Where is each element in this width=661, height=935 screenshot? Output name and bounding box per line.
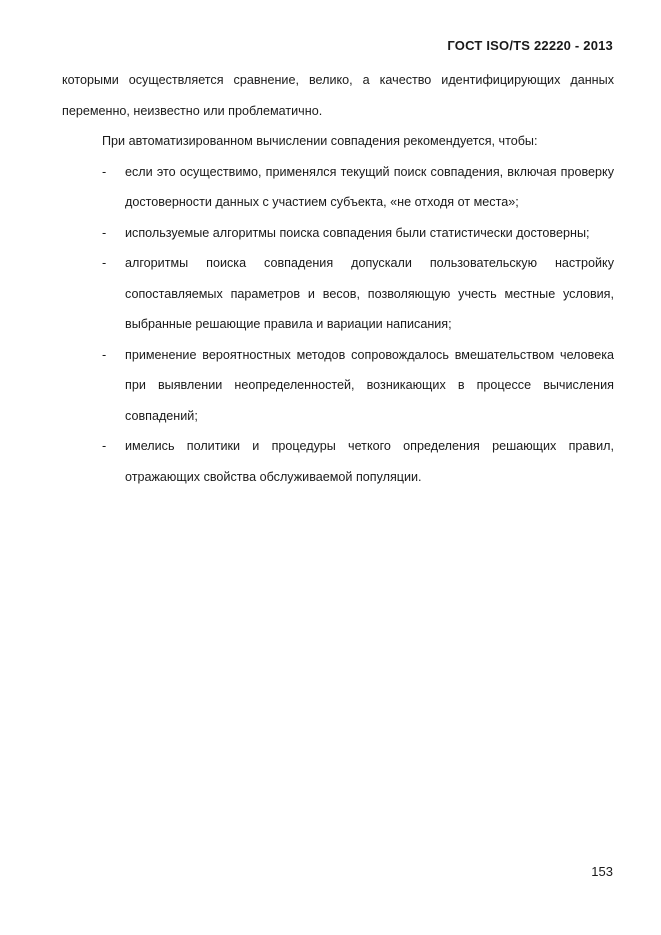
bullet-dash: -: [102, 439, 107, 453]
bullet-dash: -: [102, 256, 107, 270]
recommendation-list: [62, 157, 614, 493]
paragraph-intro: При автоматизированном вычислении совпадения рекомендуется, чтобы:: [102, 134, 538, 148]
list-item-text: имелись политики и процедуры четкого определения решающих правил, отражающих свойства обслуживаемой популяции.: [125, 439, 614, 484]
list-item-text: применение вероятностных методов сопровождалось вмешательством человека при выявлении неопределенностей, возникающих в процессе вычисления совпадений;: [125, 347, 614, 423]
list-item-text: используемые алгоритмы поиска совпадения были статистически достоверны;: [125, 225, 590, 240]
list-item: [62, 431, 614, 492]
list-item: [62, 340, 614, 432]
page-number: 153: [591, 864, 613, 879]
bullet-dash: -: [102, 225, 107, 240]
bullet-dash: -: [102, 347, 107, 362]
list-item: [62, 218, 614, 249]
list-item-text: алгоритмы поиска совпадения допускали пользовательскую настройку сопоставляемых параметров и весов, позволяющую учесть местные условия, выбранные решающие правила и вариации написания;: [125, 256, 614, 331]
bullet-dash: -: [102, 164, 107, 179]
list-item: [62, 248, 614, 340]
paragraph-continuation: которыми осуществляется сравнение, велико, а качество идентифицирующих данных переменно, неизвестно или проблематично.: [62, 73, 614, 118]
document-header: ГОСТ ISO/TS 22220 - 2013: [447, 38, 613, 53]
document-body: [62, 65, 614, 492]
list-item: [62, 157, 614, 218]
list-item-text: если это осуществимо, применялся текущий поиск совпадения, включая проверку достоверности данных с участием субъекта, «не отходя от места»;: [125, 164, 614, 209]
